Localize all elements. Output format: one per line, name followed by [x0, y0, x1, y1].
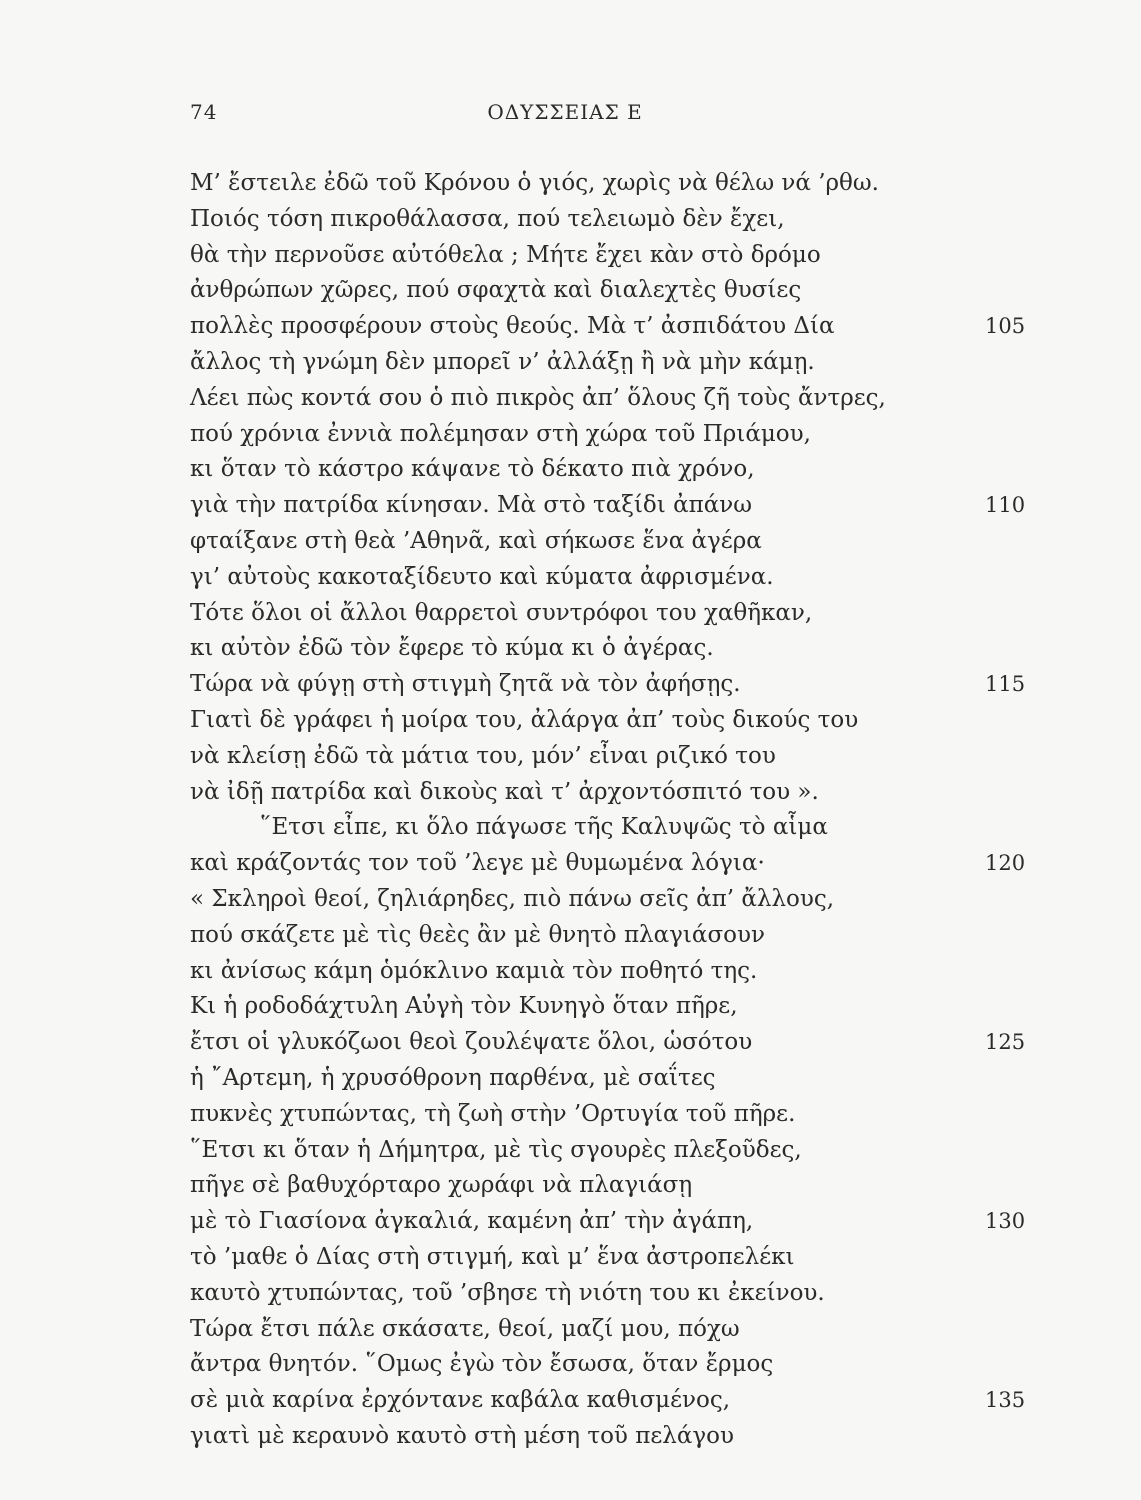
verse-line [190, 381, 1050, 417]
verse-line [190, 238, 1050, 274]
verse-line [190, 703, 1050, 739]
verse-text: Ποιός τόση πικροθάλασσα, πού τελειωμὸ δὲν ἔχει, [190, 205, 785, 232]
verse-line [190, 596, 1050, 632]
verse-line [190, 918, 1050, 954]
verse-line [190, 452, 1050, 488]
verse-text: ἡ ῎Αρτεμη, ἡ χρυσόθρονη παρθένα, μὲ σαΐτες [190, 1064, 716, 1091]
verse-text: σὲ μιὰ καρίνα ἐρχόντανε καβάλα καθισμένος, [190, 1387, 731, 1414]
verse-text: « Σκληροὶ θεοί, ζηλιάρηδες, πιὸ πάνω σεῖς ἀπ’ ἄλλους, [190, 885, 835, 912]
verse-line [190, 989, 1050, 1025]
verse-text: πῆγε σὲ βαθυχόρταρο χωράφι νὰ πλαγιάσῃ [190, 1172, 693, 1199]
verse-line [190, 1312, 1050, 1348]
verse-text: Κι ἡ ροδοδάχτυλη Αὐγὴ τὸν Κυνηγὸ ὅταν πῆρε, [190, 993, 738, 1020]
verse-line [190, 1383, 1050, 1419]
verse-line [190, 739, 1050, 775]
verse-line [190, 631, 1050, 667]
verse-text: Γιατὶ δὲ γράφει ἡ μοίρα του, ἀλάργα ἀπ’ τοὺς δικούς του [190, 706, 859, 733]
verse-line [190, 560, 1050, 596]
verse-text: καὶ κράζοντάς τον τοῦ ’λεγε μὲ θυμωμένα λόγια· [190, 850, 765, 877]
verse-line [190, 954, 1050, 990]
verse-text: νὰ κλείσῃ ἐδῶ τὰ μάτια του, μόν’ εἶναι ριζικό του [190, 742, 776, 769]
verse-text: κι ἀνίσως κάμη ὁμόκλινο καμιὰ τὸν ποθητό της. [190, 957, 758, 984]
line-number: 120 [985, 851, 1026, 876]
verse-text: ἔτσι οἱ γλυκόζωοι θεοὶ ζουλέψατε ὅλοι, ὡσότου [190, 1029, 753, 1056]
verse-text: τὸ ’μαθε ὁ Δίας στὴ στιγμή, καὶ μ’ ἕνα ἀστροπελέκι [190, 1243, 795, 1270]
verse-line [190, 846, 1050, 882]
line-number: 115 [985, 672, 1026, 697]
page-header [190, 100, 940, 130]
verse-text: καυτὸ χτυπώντας, τοῦ ’σβησε τὴ νιότη του κι ἐκείνου. [190, 1279, 825, 1306]
verse-line [190, 667, 1050, 703]
verse-line [190, 309, 1050, 345]
verse-text: Λέει πὼς κοντά σου ὁ πιὸ πικρὸς ἀπ’ ὅλους ζῆ τοὺς ἄντρες, [190, 384, 886, 411]
line-number: 125 [985, 1030, 1026, 1055]
verse-line [190, 1419, 1050, 1455]
verse-text: φταίξανε στὴ θεὰ ’Αθηνᾶ, καὶ σήκωσε ἕνα ἀγέρα [190, 527, 762, 554]
verse-text: ἄντρα θνητόν. ῞Ομως ἐγὼ τὸν ἔσωσα, ὅταν ἔρμος [190, 1351, 774, 1378]
line-number: 130 [985, 1209, 1026, 1234]
page-number: 74 [190, 100, 218, 124]
verse-line [190, 775, 1050, 811]
verse-text: κι αὐτὸν ἐδῶ τὸν ἔφερε τὸ κύμα κι ὁ ἀγέρας. [190, 635, 714, 662]
verse-line [190, 524, 1050, 560]
verse-text: Τότε ὅλοι οἱ ἄλλοι θαρρετοὶ συντρόφοι του χαθῆκαν, [190, 599, 813, 626]
verse-text: Μ’ ἔστειλε ἐδῶ τοῦ Κρόνου ὁ γιός, χωρὶς νὰ θέλω νά ’ρθω. [190, 170, 879, 196]
line-number: 135 [985, 1388, 1026, 1413]
verse-text: πού χρόνια ἐννιὰ πολέμησαν στὴ χώρα τοῦ Πριάμου, [190, 420, 811, 447]
verse-line [190, 1204, 1050, 1240]
verse-text: κι ὅταν τὸ κάστρο κάψανε τὸ δέκατο πιὰ χρόνο, [190, 456, 755, 483]
verse-block [190, 166, 1050, 1455]
verse-text: νὰ ἰδῇ πατρίδα καὶ δικοὺς καὶ τ’ ἀρχοντόσπιτό του ». [190, 778, 819, 805]
verse-text: γιατὶ μὲ κεραυνὸ καυτὸ στὴ μέση τοῦ πελάγου [190, 1422, 734, 1449]
running-title: ΟΔΥΣΣΕΙΑΣ Ε [487, 100, 643, 124]
verse-text: μὲ τὸ Γιασίονα ἀγκαλιά, καμένη ἀπ’ τὴν ἀγάπη, [190, 1208, 754, 1235]
verse-text: πυκνὲς χτυπώντας, τὴ ζωὴ στὴν ’Ορτυγία τοῦ πῆρε. [190, 1100, 796, 1127]
verse-line [190, 1097, 1050, 1133]
verse-line [190, 273, 1050, 309]
verse-line [190, 1276, 1050, 1312]
verse-line [190, 882, 1050, 918]
verse-text: ῞Ετσι εἶπε, κι ὅλο πάγωσε τῆς Καλυψῶς τὸ αἷμα [260, 814, 828, 841]
verse-line [190, 488, 1050, 524]
verse-text: ἄλλος τὴ γνώμη δὲν μπορεῖ ν’ ἀλλάξῃ ἢ νὰ μὴν κάμῃ. [190, 348, 815, 375]
verse-line [190, 417, 1050, 453]
verse-line [190, 166, 1050, 202]
verse-text: Τώρα ἔτσι πάλε σκάσατε, θεοί, μαζί μου, πόχω [190, 1315, 740, 1342]
verse-line [190, 345, 1050, 381]
verse-line [190, 1347, 1050, 1383]
verse-line [190, 810, 1050, 846]
verse-line [190, 1025, 1050, 1061]
verse-text: ἀνθρώπων χῶρες, πού σφαχτὰ καὶ διαλεχτὲς θυσίες [190, 277, 802, 304]
line-number: 110 [985, 493, 1026, 518]
verse-text: γι’ αὐτοὺς κακοταξίδευτο καὶ κύματα ἀφρισμένα. [190, 563, 774, 590]
verse-text: θὰ τὴν περνοῦσε αὐτόθελα ; Μήτε ἔχει κὰν στὸ δρόμο [190, 241, 821, 268]
verse-text: ῞Ετσι κι ὅταν ἡ Δήμητρα, μὲ τὶς σγουρὲς πλεξοῦδες, [190, 1136, 802, 1163]
verse-text: πολλὲς προσφέρουν στοὺς θεούς. Μὰ τ’ ἀσπιδάτου Δία [190, 313, 835, 340]
verse-line [190, 1133, 1050, 1169]
verse-line [190, 1240, 1050, 1276]
verse-line [190, 202, 1050, 238]
verse-line [190, 1061, 1050, 1097]
verse-text: πού σκάζετε μὲ τὶς θεὲς ἂν μὲ θνητὸ πλαγιάσουν [190, 921, 765, 948]
line-number: 105 [985, 314, 1026, 339]
verse-line [190, 1168, 1050, 1204]
verse-text: Τώρα νὰ φύγῃ στὴ στιγμὴ ζητᾶ νὰ τὸν ἀφήσῃς. [190, 671, 741, 698]
verse-text: γιὰ τὴν πατρίδα κίνησαν. Μὰ στὸ ταξίδι ἀπάνω [190, 492, 753, 519]
